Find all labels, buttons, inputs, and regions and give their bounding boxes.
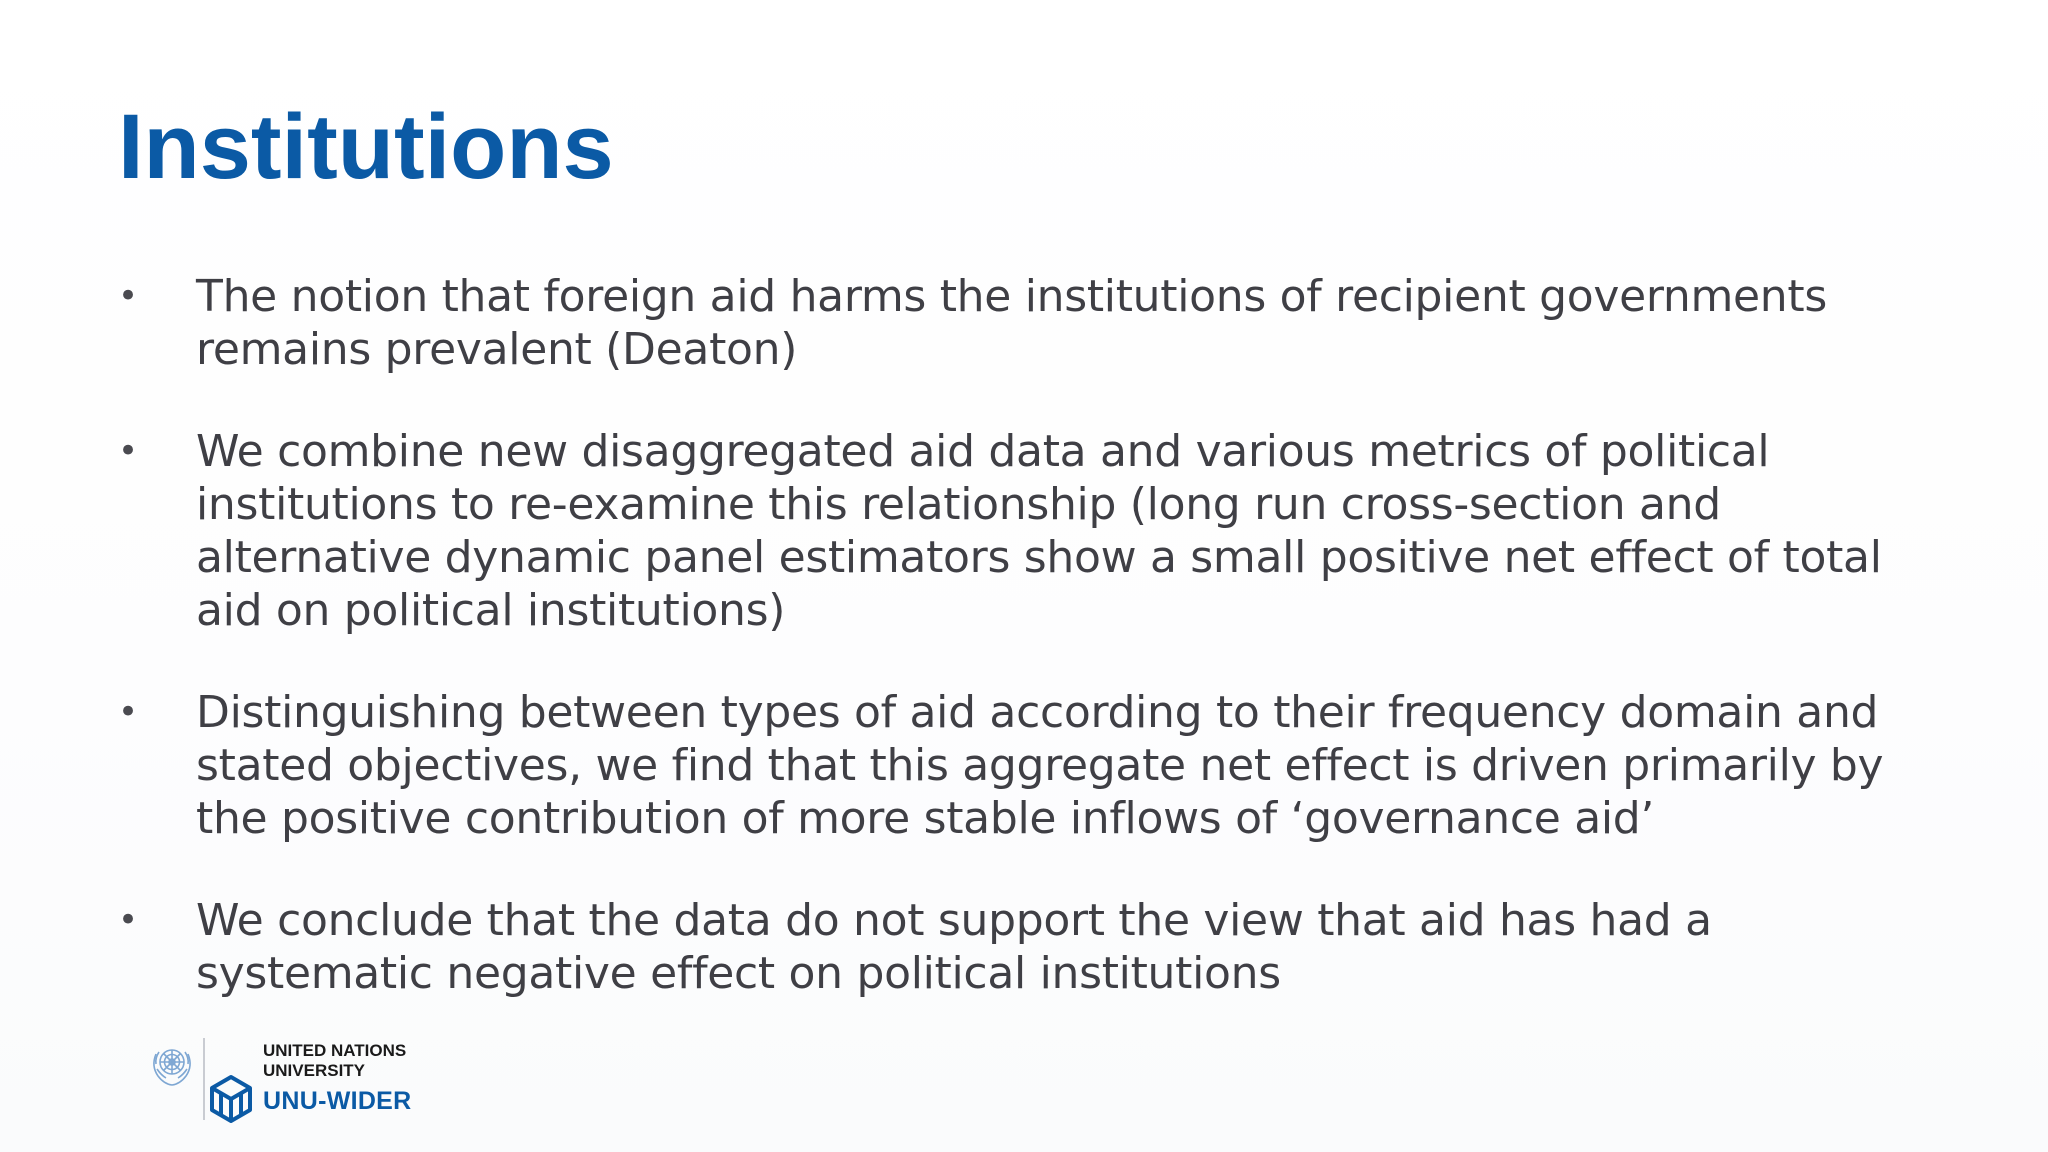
bullet-item (118, 270, 1948, 376)
unu-wider-logo (146, 1034, 426, 1124)
bullet-text: Distinguishing between types of aid according to their frequency domain and stated objectives, we find that this aggregate net effect is driven primarily by the positive contribution of more stable inflows of ‘governance aid’ (196, 687, 1884, 844)
bullet-marker: • (118, 692, 138, 732)
bullet-marker: • (118, 276, 138, 316)
logo-text-united-nations: UNITED NATIONS (263, 1041, 407, 1060)
logo-divider (203, 1038, 205, 1120)
logo-text-university: UNIVERSITY (263, 1061, 366, 1080)
un-emblem-icon (146, 1038, 198, 1090)
slide-title: Institutions (118, 96, 614, 198)
bullet-marker: • (118, 900, 138, 940)
bullet-item (118, 894, 1948, 1000)
logo-text-unu-wider: UNU-WIDER (263, 1087, 412, 1115)
bullet-list (118, 270, 1948, 1049)
bullet-text: The notion that foreign aid harms the institutions of recipient governments remains prevalent (Deaton) (196, 271, 1827, 375)
bullet-item (118, 686, 1948, 845)
unu-cube-icon (208, 1074, 254, 1124)
bullet-text: We conclude that the data do not support the view that aid has had a systematic negative effect on political institutions (196, 895, 1712, 999)
bullet-marker: • (118, 431, 138, 471)
bullet-text: We combine new disaggregated aid data and various metrics of political institutions to re-examine this relationship (long run cross-section and alternative dynamic panel estimators show a small positive net effect of total aid on political institutions) (196, 426, 1882, 636)
bullet-item (118, 425, 1948, 637)
